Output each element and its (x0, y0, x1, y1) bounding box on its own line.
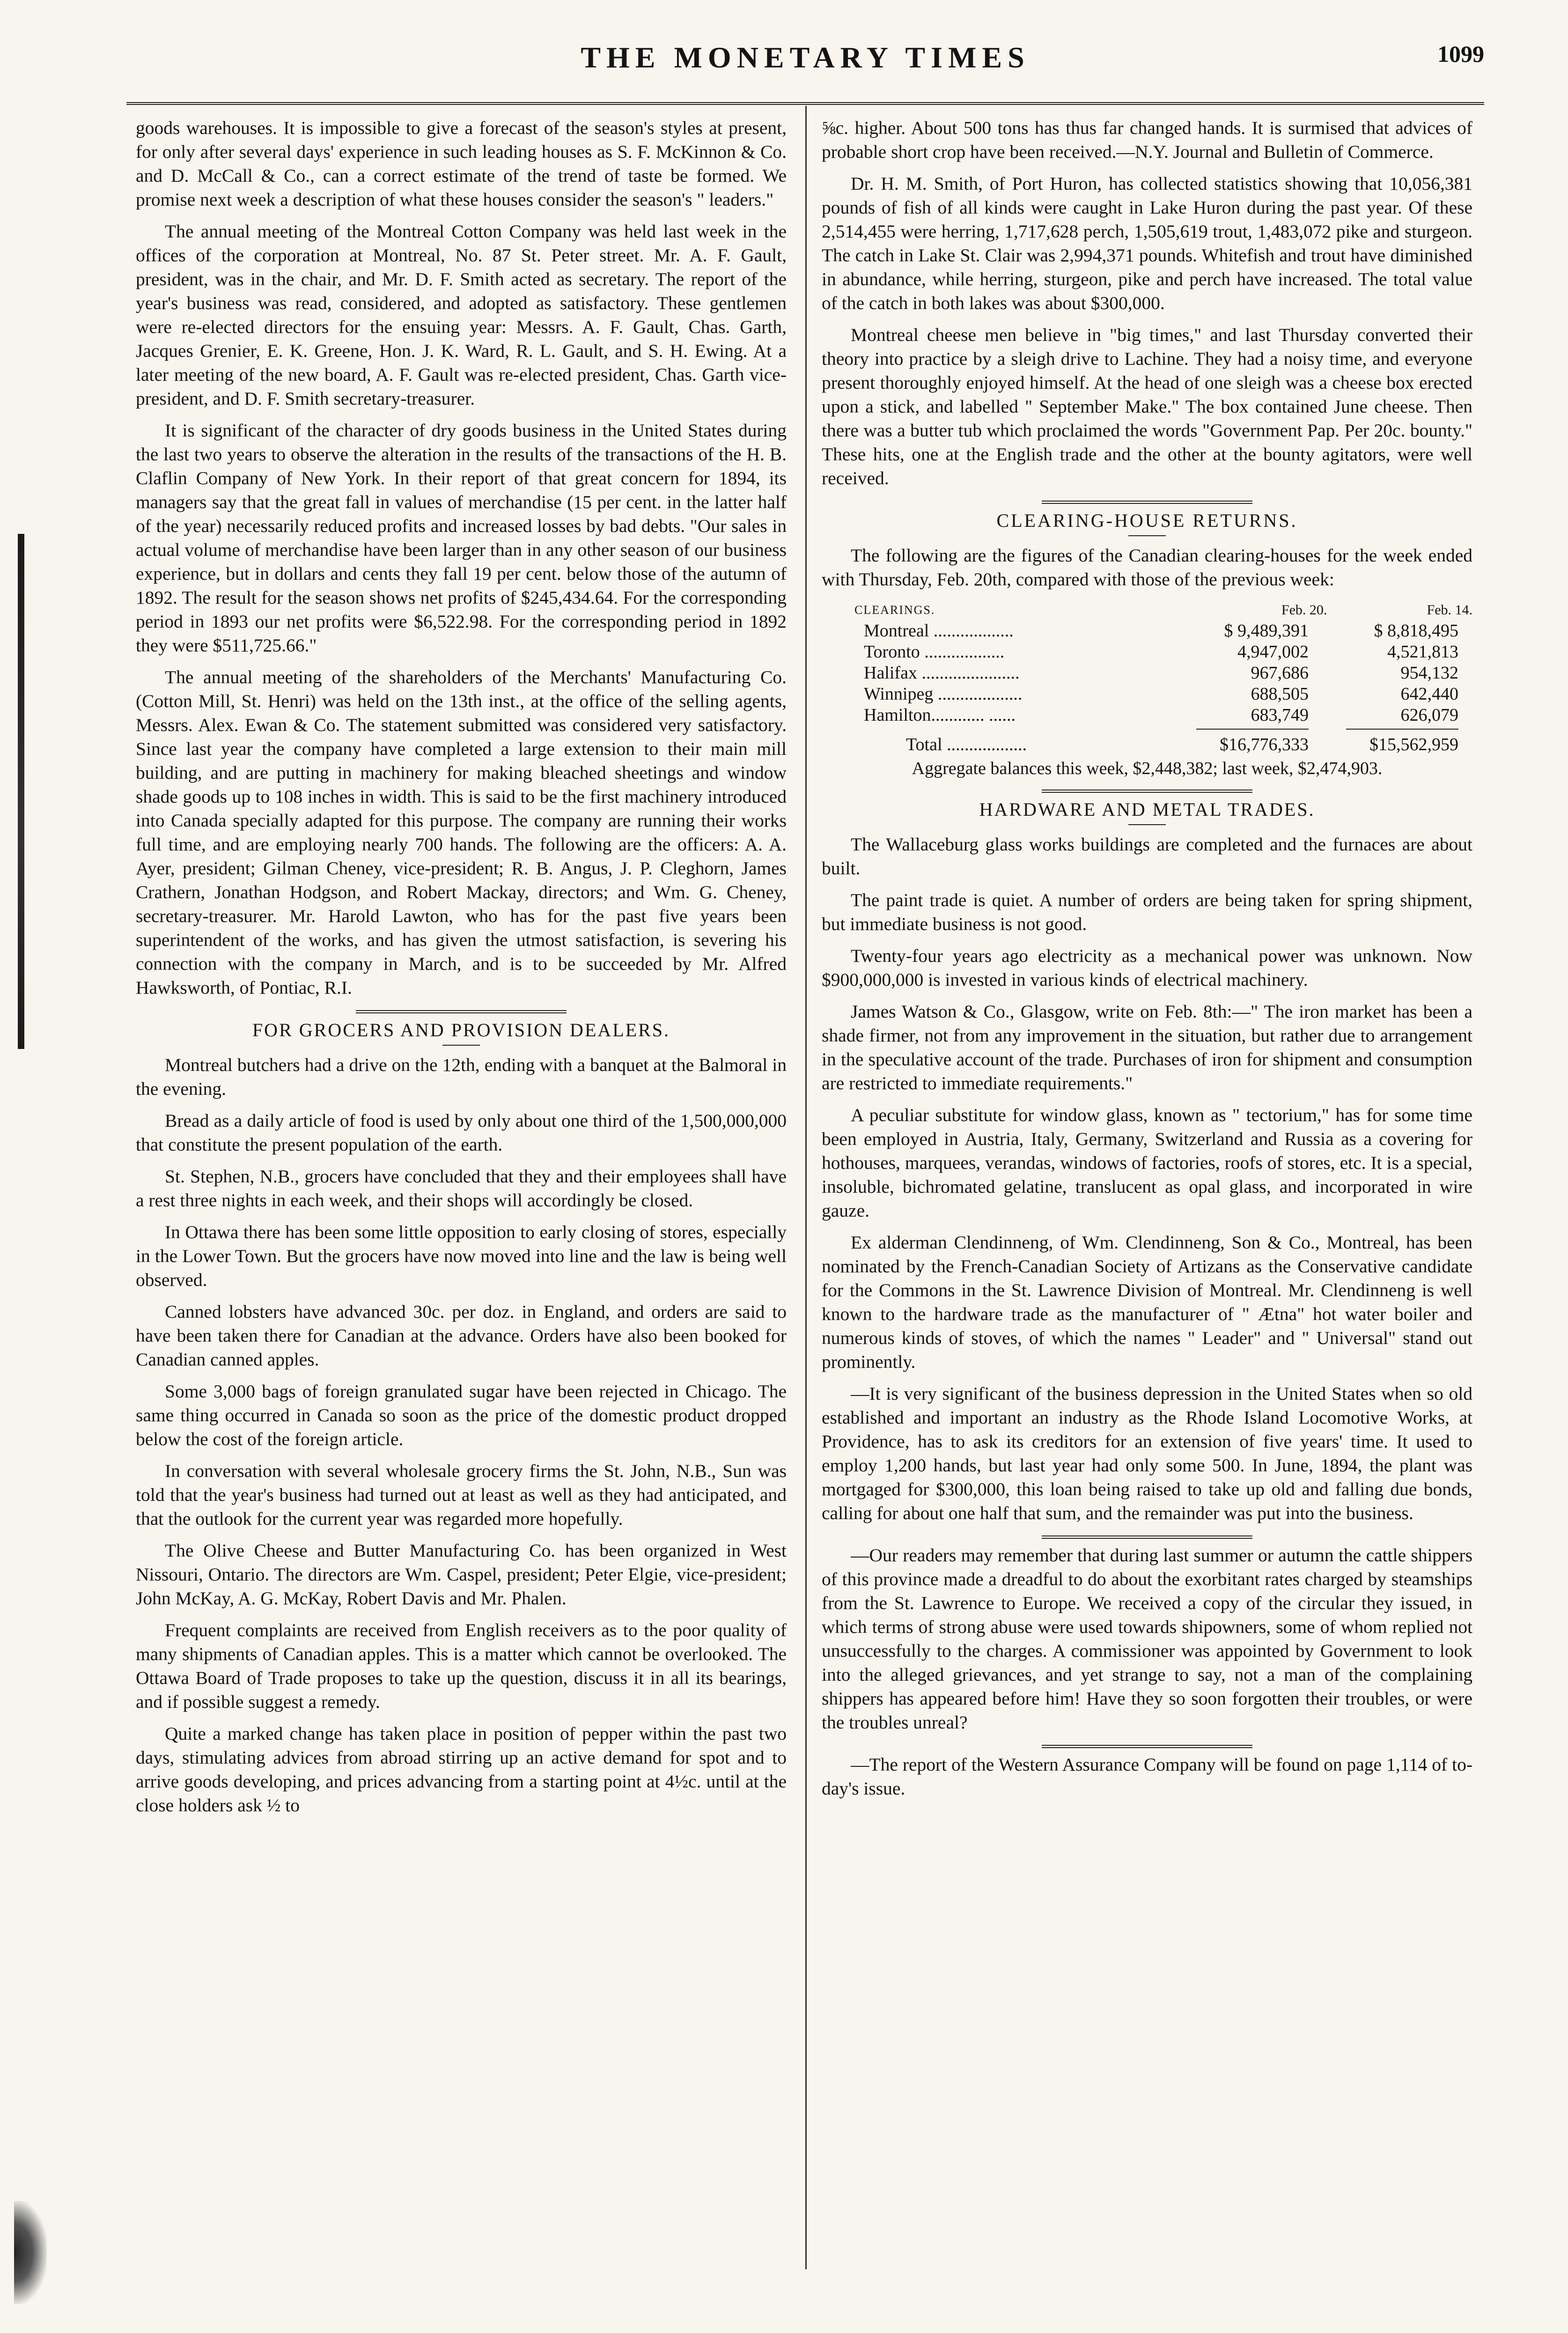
clearings-label: CLEARINGS. (854, 603, 935, 617)
paragraph: Some 3,000 bags of foreign granulated sugar have been rejected in Chicago. The same thing occurred in Canada so soon as the price of the domestic product dropped below the cost of the foreign article. (136, 1381, 787, 1449)
publication-title: THE MONETARY TIMES (581, 41, 1030, 74)
section-heading-hardware: HARDWARE AND METAL TRADES. (979, 799, 1315, 820)
paragraph: Montreal butchers had a drive on the 12th, ending with a banquet at the Balmoral in the evening. (136, 1055, 787, 1099)
paragraph: In Ottawa there has been some little opposition to early closing of stores, especially in the Lower Town. But the grocers have now moved into line and the law is being well observed. (136, 1222, 787, 1290)
paragraph: —The report of the Western Assurance Company will be found on page 1,114 of to-day's issue. (822, 1754, 1472, 1799)
total-value: $16,776,333 (1220, 735, 1309, 754)
section-rule (1042, 501, 1252, 504)
table-row (822, 684, 1472, 705)
table-row (822, 663, 1472, 684)
masthead (126, 40, 1484, 92)
page-number: 1099 (1437, 41, 1484, 67)
city-name: Montreal .................. (864, 621, 1014, 641)
page-edge-shadow (18, 534, 24, 1049)
section-heading-clearing: CLEARING-HOUSE RETURNS. (996, 510, 1298, 531)
paragraph: —It is very significant of the business depression in the United States when so old established and important an industry as the Rhode Island Locomotive Works, at Providence, has to ask its creditors for an extension of five years' time. It used to employ 1,200 hands, but last year had only some 500. In June, 1894, the plant was mortgaged for $300,000, this loan being raised to take up old and falling due bonds, calling for about one half that sum, and the remainder was put into the business. (822, 1383, 1472, 1523)
clearings-table (822, 599, 1472, 779)
total-label: Total .................. (906, 735, 1027, 754)
paragraph: Quite a marked change has taken place in position of pepper within the past two days, stimulating advices from abroad stirring up an active demand for spot and to arrive goods developing, and prices advancing from a starting point at 4½c. until at the close holders ask ½ to (136, 1723, 787, 1816)
column-header: Feb. 20. (1281, 602, 1327, 618)
paragraph: Dr. H. M. Smith, of Port Huron, has collected statistics showing that 10,056,381 pounds of fish of all kinds were caught in Lake Huron during the past year. Of these 2,514,455 were herring, 1,717,628 perch, 1,505,619 trout, 1,483,072 pike and sturgeon. The catch in Lake St. Clair was 2,994,371 pounds. Whitefish and trout have diminished in abundance, while herring, sturgeon, pike and perch have increased. The total value of the catch in both lakes was about $300,000. (822, 173, 1472, 313)
heading-underline (442, 1045, 480, 1046)
table-row (822, 705, 1472, 726)
paragraph: St. Stephen, N.B., grocers have concluded that they and their employees shall have a rest three nights in each week, and their shops will accordingly be closed. (136, 1166, 787, 1211)
table-total-row (822, 734, 1472, 755)
section-rule (1042, 790, 1252, 793)
column-separator (805, 106, 807, 2269)
section-rule (356, 1010, 567, 1013)
cell-value: 688,505 (1251, 684, 1309, 704)
paragraph: goods warehouses. It is impossible to give a forecast of the season's styles at present, for only after several days' experience in such leading houses as S. F. McKinnon & Co. and D. McCall & Co., can a correct estimate of the trend of taste be formed. We promise next week a description of what these houses consider the season's " leaders." (136, 118, 787, 210)
paragraph: In conversation with several wholesale grocery firms the St. John, N.B., Sun was told that the year's business had turned out at least as well as they had anticipated, and that the outlook for the current year was regarded more hopefully. (136, 1461, 787, 1529)
paragraph: A peculiar substitute for window glass, known as " tectorium," has for some time been employed in Austria, Italy, Germany, Switzerland and Russia as a covering for hothouses, marquees, verandas, windows of factories, roofs of stores, etc. It is a special, insoluble, bichromated gelatine, translucent as opal glass, and incorporated in wire gauze. (822, 1105, 1472, 1221)
paragraph: The annual meeting of the Montreal Cotton Company was held last week in the offices of the corporation at Montreal, No. 87 St. Peter street. Mr. A. F. Gault, president, was in the chair, and Mr. D. F. Smith acted as secretary. The report of the year's business was read, considered, and adopted as satisfactory. These gentlemen were re-elected directors for the ensuing year: Messrs. A. F. Gault, Chas. Garth, Jacques Grenier, E. K. Greene, Hon. J. K. Ward, R. L. Gault, and S. H. Ewing. At a later meeting of the new board, A. F. Gault was re-elected president, Chas. Garth vice-president, and D. F. Smith secretary-treasurer. (136, 221, 787, 409)
paragraph: It is significant of the character of dry goods business in the United States during the last two years to observe the alteration in the results of the transactions of the H. B. Claflin Company of New York. In their report of that great concern for 1894, its managers say that the great fall in values of merchandise (15 per cent. in the latter half of the year) necessarily reduced profits and increased losses by bad debts. "Our sales in actual volume of merchandise have been larger than in any other season of our business experience, but in dollars and cents they fall 19 per cent. below those of the autumn of 1892. The result for the season shows net profits of $245,434.64. For the corresponding period in 1893 our net profits were $6,522.98. For the corresponding period in 1892 they were $511,725.66." (136, 420, 787, 656)
paragraph: ⅝c. higher. About 500 tons has thus far changed hands. It is surmised that advices of probable short crop have been received.—N.Y. Journal and Bulletin of Commerce. (822, 118, 1472, 162)
paragraph: The Olive Cheese and Butter Manufacturing Co. has been organized in West Nissouri, Ontario. The directors are Wm. Caspel, president; Peter Elgie, vice-president; John McKay, A. G. McKay, Robert Davis and Mr. Phalen. (136, 1540, 787, 1609)
city-name: Hamilton............ ...... (864, 705, 1016, 725)
paragraph: Ex alderman Clendinneng, of Wm. Clendinneng, Son & Co., Montreal, has been nominated by the French-Canadian Society of Artizans as the Conservative candidate for the Commons in the St. Lawrence Division of Montreal. Mr. Clendinneng is well known to the hardware trade as the manufacturer of " Ætna" hot water boiler and numerous kinds of stoves, of which the names " Leader" and " Universal" stand out prominently. (822, 1232, 1472, 1372)
total-rule (822, 726, 1472, 730)
left-column (136, 116, 787, 1825)
total-value: $15,562,959 (1369, 735, 1458, 754)
paragraph: Twenty-four years ago electricity as a mechanical power was unknown. Now $900,000,000 is invested in various kinds of electrical machinery. (822, 945, 1472, 990)
paragraph: Frequent complaints are received from English receivers as to the poor quality of many shipments of Canadian apples. This is a matter which cannot be overlooked. The Ottawa Board of Trade proposes to take up the question, discuss it in all its bearings, and if possible suggest a remedy. (136, 1620, 787, 1712)
paragraph: The following are the figures of the Canadian clearing-houses for the week ended with Thursday, Feb. 20th, compared with those of the previous week: (822, 545, 1472, 590)
header-rule (126, 102, 1484, 105)
cell-value: $ 9,489,391 (1224, 621, 1309, 641)
cell-value: 683,749 (1251, 705, 1309, 725)
city-name: Winnipeg ................... (864, 684, 1023, 704)
heading-underline (1128, 535, 1166, 536)
cell-value: $ 8,818,495 (1374, 621, 1458, 641)
aggregate-balances: Aggregate balances this week, $2,448,382; last week, $2,474,903. (912, 759, 1383, 778)
table-row (822, 620, 1472, 642)
paragraph: Bread as a daily article of food is used by only about one third of the 1,500,000,000 that constitute the present population of the earth. (136, 1110, 787, 1155)
paragraph: Montreal cheese men believe in "big times," and last Thursday converted their theory into practice by a sleigh drive to Lachine. They had a noisy time, and everyone present thoroughly enjoyed himself. At the head of one sleigh was a cheese box erected upon a stick, and labelled " September Make." The box contained June cheese. Then there was a butter tub which proclaimed the words "Government Pap. Per 20c. bounty." These hits, one at the English trade and the other at the bounty agitators, were well received. (822, 325, 1472, 488)
column-header: Feb. 14. (1427, 602, 1473, 618)
paragraph: The annual meeting of the shareholders of the Merchants' Manufacturing Co. (Cotton Mill, St. Henri) was held on the 13th inst., at the office of the selling agents, Messrs. Alex. Ewan & Co. The statement submitted was considered very satisfactory. Since last year the company have completed a large extension to their main mill building, and are putting in machinery for making bleached sheetings and window shade goods up to 108 inches in width. This is said to be the first machinery introduced into Canada specially adapted for this purpose. The company are running their works full time, and are employing nearly 700 hands. The following are the officers: A. A. Ayer, president; Gilman Cheney, vice-president; R. B. Angus, J. P. Cleghorn, James Crathern, Jonathan Hodgson, and Robert Mackay, directors; and Wm. G. Cheney, secretary-treasurer. Mr. Harold Lawton, who has for the past five years been superintendent of the works, and has given the utmost satisfaction, is severing his connection with the company in March, and is to be succeeded by Mr. Alfred Hawksworth, of Pontiac, R.I. (136, 667, 787, 998)
city-name: Halifax ...................... (864, 663, 1020, 683)
cell-value: 4,521,813 (1387, 642, 1458, 662)
cell-value: 954,132 (1400, 663, 1458, 683)
paragraph: —Our readers may remember that during last summer or autumn the cattle shippers of this province made a dreadful to do about the exorbitant rates charged by steamships from the St. Lawrence to Europe. We received a copy of the circular they issued, in which terms of strong abuse were used towards shipowners, some of whom replied not unsuccessfully to the charges. A commissioner was appointed by Government to look into the alleged grievances, and yet strange to say, not a man of the complaining shippers has appeared before him! Have they so soon forgotten their troubles, or were the troubles unreal? (822, 1545, 1472, 1733)
right-column (822, 116, 1472, 1809)
city-name: Toronto .................. (864, 642, 1005, 662)
page-corner-shadow (14, 2201, 47, 2304)
table-row (822, 642, 1472, 663)
cell-value: 626,079 (1400, 705, 1458, 725)
cell-value: 4,947,002 (1237, 642, 1309, 662)
cell-value: 967,686 (1251, 663, 1309, 683)
paragraph: James Watson & Co., Glasgow, write on Feb. 8th:—" The iron market has been a shade firmer, not from any improvement in the situation, but rather due to arrangement in the speculative account of the trade. Purchases of iron for shipment and consumption are restricted to immediate requirements." (822, 1001, 1472, 1093)
section-rule (1042, 1745, 1252, 1748)
section-heading-grocers: FOR GROCERS AND PROVISION DEALERS. (252, 1019, 670, 1041)
paragraph: The paint trade is quiet. A number of orders are being taken for spring shipment, but immediate business is not good. (822, 890, 1472, 934)
paragraph: Canned lobsters have advanced 30c. per doz. in England, and orders are said to have been taken there for Canadian at the advance. Orders have also been booked for Canadian canned apples. (136, 1301, 787, 1370)
clearings-table-header (822, 599, 1472, 620)
section-rule (1042, 1536, 1252, 1539)
heading-underline (1128, 824, 1166, 825)
paragraph: The Wallaceburg glass works buildings are completed and the furnaces are about built. (822, 834, 1472, 879)
cell-value: 642,440 (1400, 684, 1458, 704)
